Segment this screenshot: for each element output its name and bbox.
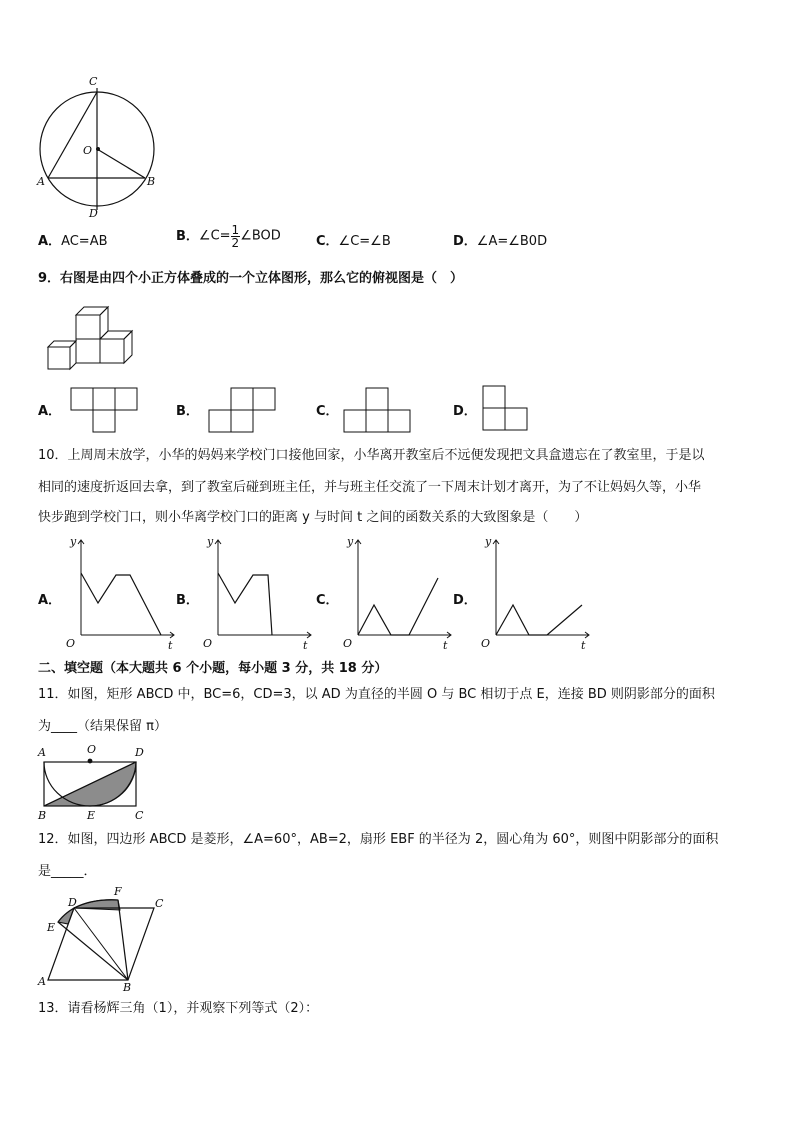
option-label: C． <box>316 234 339 249</box>
rhombus-sector-figure <box>36 884 176 994</box>
label-a: A <box>38 975 46 988</box>
axis-origin: O <box>203 637 213 650</box>
q8-option-c[interactable] <box>316 234 391 250</box>
q10-graph-d <box>477 535 592 653</box>
q10-line-3: 快步跑到学校门口，则小华离学校门口的距离 y 与时间 t 之间的函数关系的大致图象是（ ） <box>38 510 588 525</box>
fraction <box>231 224 241 249</box>
label-b: B <box>38 809 47 822</box>
label-c: C <box>135 809 144 822</box>
q10-line-2: 相同的速度折返回去拿，到了教室后碰到班主任，并与班主任交流了一下周末计划才离开，为了不让妈妈久等，小华 <box>38 480 702 495</box>
label-a: A <box>38 746 46 759</box>
q9-view-c <box>343 387 415 432</box>
rectangle-semicircle-figure <box>36 742 156 822</box>
axis-y: y <box>70 535 77 548</box>
q9-view-d <box>482 385 532 433</box>
axis-origin: O <box>481 637 491 650</box>
axis-origin: O <box>66 637 76 650</box>
q8-option-b[interactable] <box>176 224 281 249</box>
label-b: B <box>123 981 132 994</box>
q9-option-b[interactable]: B． <box>176 404 199 419</box>
circle-figure <box>32 72 172 222</box>
option-text-post: ∠BOD <box>240 228 281 244</box>
fraction-denominator: 2 <box>231 236 240 250</box>
q10-option-c[interactable]: C． <box>316 593 339 608</box>
cube-stack-figure <box>44 303 144 373</box>
axis-y: y <box>347 535 354 548</box>
q10-line-1: 10．上周周末放学，小华的妈妈来学校门口接他回家，小华离开教室后不远便发现把文具盒遗忘在了教室里，于是以 <box>38 448 705 463</box>
label-f: F <box>114 885 122 898</box>
label-d: D <box>68 896 77 909</box>
q8-option-a[interactable] <box>38 234 108 250</box>
q10-option-b[interactable]: B． <box>176 593 199 608</box>
label-o: O <box>83 144 93 157</box>
q8-option-d[interactable] <box>453 234 547 250</box>
label-b: B <box>147 175 156 188</box>
q9-option-a[interactable]: A． <box>38 404 62 419</box>
axis-t: t <box>168 639 173 652</box>
q10-option-d[interactable]: D． <box>453 593 477 608</box>
q10-graph-c <box>339 535 454 653</box>
label-c: C <box>89 75 98 88</box>
q11-line-1: 11．如图，矩形 ABCD 中，BC=6，CD=3，以 AD 为直径的半圆 O 与 BC 相切于点 E，连接 BD 则阴影部分的面积 <box>38 687 715 702</box>
q12-line-2: 是_____． <box>38 864 97 879</box>
q13-stem: 13．请看杨辉三角（1），并观察下列等式（2）： <box>38 1001 319 1016</box>
label-d: D <box>89 207 98 220</box>
option-label: A． <box>38 234 62 249</box>
q9-view-b <box>208 387 278 432</box>
option-label: B． <box>176 229 199 244</box>
q9-view-a <box>70 387 140 432</box>
label-o: O <box>87 743 97 756</box>
q9-option-d[interactable]: D． <box>453 404 477 419</box>
q12-line-1: 12．如图，四边形 ABCD 是菱形，∠A=60°，AB=2，扇形 EBF 的半径为 2，圆心角为 60°，则图中阴影部分的面积 <box>38 832 719 847</box>
q10-graph-a <box>62 535 177 653</box>
q9-stem: 9．右图是由四个小正方体叠成的一个立体图形，那么它的俯视图是（ ） <box>38 271 464 286</box>
q9-option-c[interactable]: C． <box>316 404 339 419</box>
axis-t: t <box>303 639 308 652</box>
axis-y: y <box>485 535 492 548</box>
section-title: 二、填空题（本大题共 6 个小题，每小题 3 分，共 18 分） <box>38 661 388 676</box>
axis-y: y <box>207 535 214 548</box>
option-label: D． <box>453 234 477 249</box>
axis-origin: O <box>343 637 353 650</box>
option-text: AC=AB <box>61 234 108 249</box>
label-d: D <box>135 746 144 759</box>
q10-option-a[interactable]: A． <box>38 593 62 608</box>
fraction-numerator: 1 <box>231 223 240 237</box>
q11-line-2: 为____（结果保留 π） <box>38 719 167 734</box>
label-e: E <box>47 921 56 934</box>
label-c: C <box>155 897 164 910</box>
option-text: ∠A=∠B0D <box>476 234 548 249</box>
axis-t: t <box>443 639 448 652</box>
q10-graph-b <box>199 535 314 653</box>
axis-t: t <box>581 639 586 652</box>
label-a: A <box>37 175 45 188</box>
option-text: ∠C=∠B <box>338 234 391 249</box>
label-e: E <box>87 809 96 822</box>
option-text-pre: ∠C= <box>198 228 231 244</box>
